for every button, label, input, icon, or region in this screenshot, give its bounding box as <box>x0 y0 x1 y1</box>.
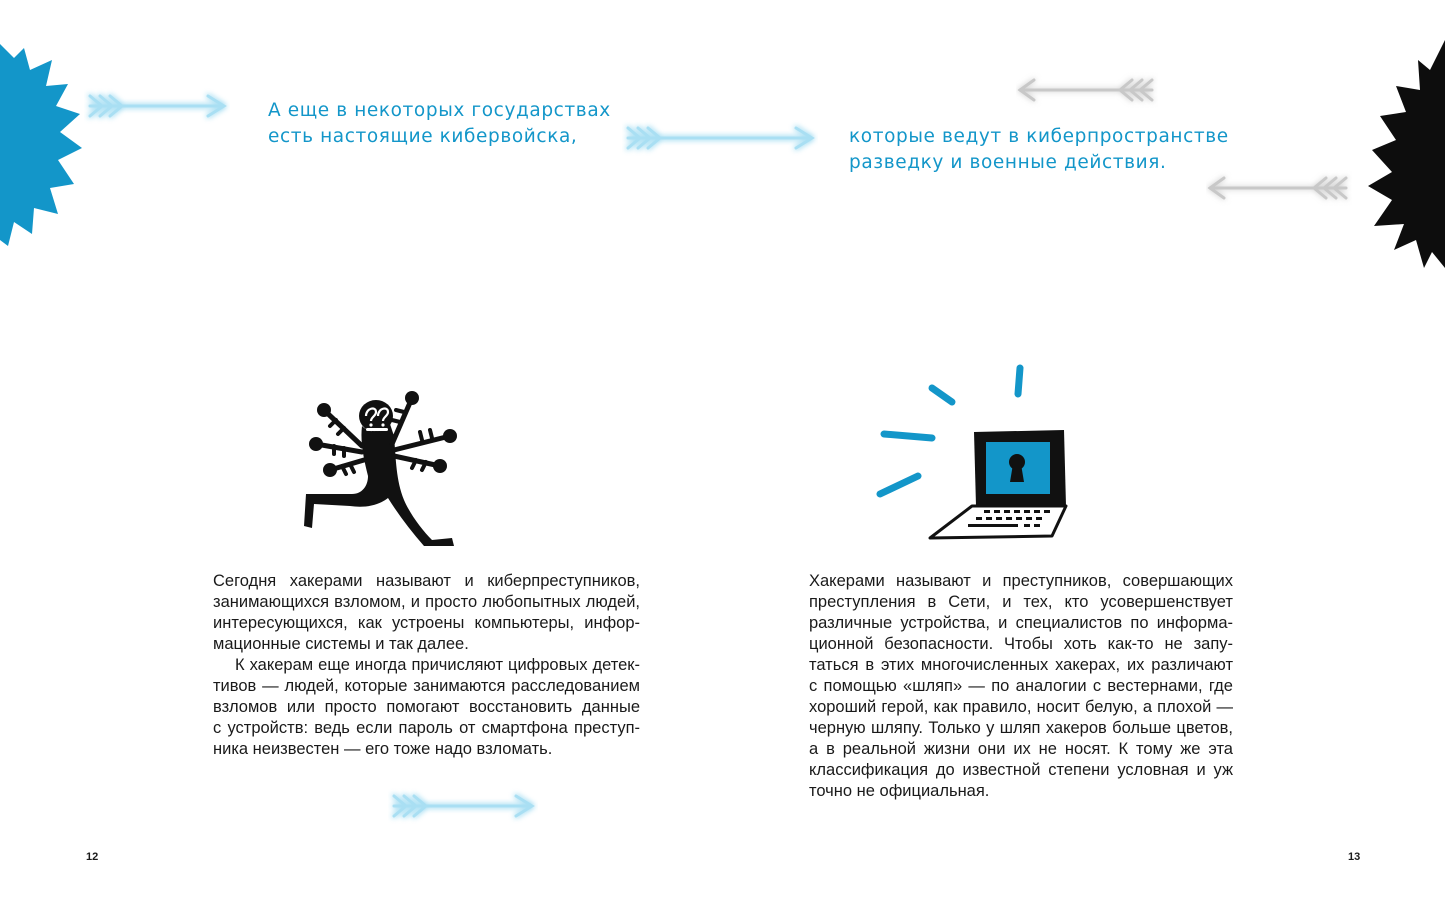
arrow-icon <box>622 120 818 156</box>
text-line: хороший герой, как правило, носит белую, а плохой — <box>809 698 1233 716</box>
text-line: Сегодня хакерами называют и киберпреступников, <box>213 572 640 590</box>
blue-starburst-icon <box>0 44 82 246</box>
text-line: с устройств: ведь если пароль от смартфона преступ- <box>213 719 640 737</box>
text-line: ника неизвестен — его тоже надо взломать. <box>213 740 553 758</box>
left-body-text <box>213 571 640 760</box>
text-line: Хакерами называют и преступников, совершающих <box>809 572 1233 590</box>
arrow-icon <box>388 788 538 824</box>
text-line: тивов — людей, которые занимаются расследованием <box>213 677 640 695</box>
arrow-icon <box>84 88 230 124</box>
left-headline <box>268 98 611 150</box>
arrow-icon <box>1206 170 1352 206</box>
text-line: а в реальной жизни они их не носят. К тому же эта <box>809 740 1233 758</box>
arrow-icon <box>1016 72 1158 108</box>
text-line: занимающихся взломом, и просто любопытных людей, <box>213 593 640 611</box>
right-body-text <box>809 571 1233 802</box>
black-starburst-icon <box>1368 40 1445 268</box>
text-line: с помощью «шляп» — по аналогии с вестернами, где <box>809 677 1233 695</box>
text-line: различные устройства, и специалистов по информа- <box>809 614 1233 632</box>
page-number-right: 13 <box>1348 851 1361 863</box>
text-line: мационные системы и так далее. <box>213 635 469 653</box>
left-headline-line-2: есть настоящие кибервойска, <box>268 126 578 147</box>
page-number-left: 12 <box>86 851 99 863</box>
text-line: классификация до известной степени условная и уж <box>809 761 1233 779</box>
text-line: преступления в Сети, и тех, кто усовершенствует <box>809 593 1233 611</box>
text-line: таться в этих многочисленных хакерах, их различают <box>809 656 1233 674</box>
right-headline <box>849 124 1229 176</box>
text-line: точно не официальная. <box>809 782 990 800</box>
text-line: взломов или просто помогают восстановить данные <box>213 698 640 716</box>
text-line: интересующихся, как устроены компьютеры, инфор- <box>213 614 640 632</box>
left-headline-line-1: А еще в некоторых государствах <box>268 100 611 121</box>
text-line: ционной безопасности. Чтобы хоть как-то не запу- <box>809 635 1233 653</box>
right-headline-line-2: разведку и военные действия. <box>849 152 1167 173</box>
text-line: черную шляпу. Только у шляп хакеров больше цветов, <box>809 719 1233 737</box>
text-line: К хакерам еще иногда причисляют цифровых детек- <box>235 656 640 674</box>
hacker-with-keys-icon <box>300 390 466 550</box>
right-headline-line-1: которые ведут в киберпространстве <box>849 126 1229 147</box>
laptop-lock-icon <box>872 360 1072 546</box>
